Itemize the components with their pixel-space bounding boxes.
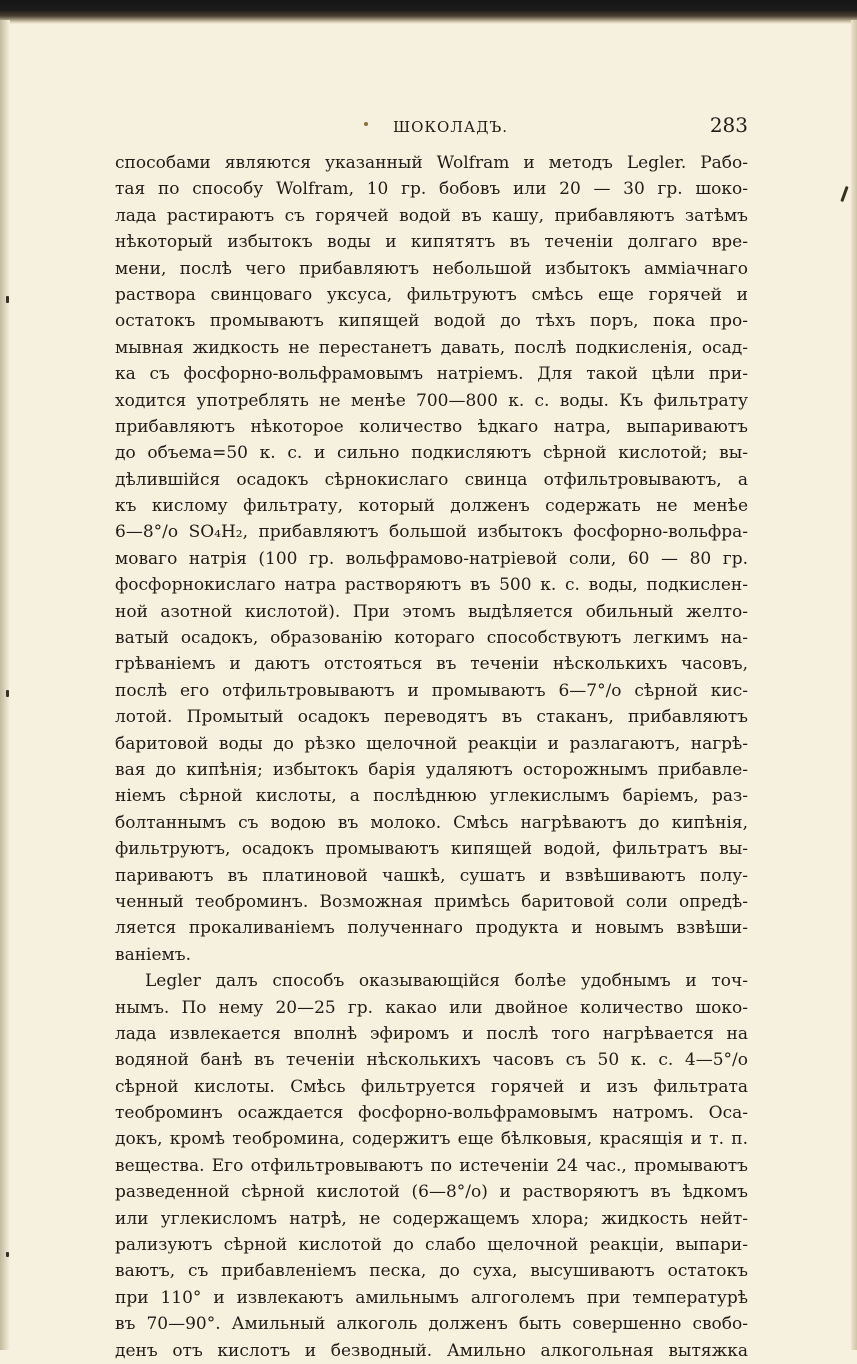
text-line: ной азотной кислотой). При этомъ выдѣляется обильный желто- <box>115 601 748 622</box>
margin-mark <box>6 296 9 303</box>
text-line: рализуютъ сѣрной кислотой до слабо щелочной реакціи, выпари- <box>115 1235 748 1256</box>
margin-mark <box>840 186 848 202</box>
text-line: лотой. Промытый осадокъ переводятъ въ стаканъ, прибавляютъ <box>115 707 748 728</box>
text-line: париваютъ въ платиновой чашкѣ, сушатъ и взвѣшиваютъ полу- <box>115 865 748 886</box>
text-line: болтаннымъ съ водою въ молоко. Смѣсь нагрѣваютъ до кипѣнія, <box>115 812 748 833</box>
text-line: докъ, кромѣ теобромина, содержитъ еще бѣлковыя, красящія и т. п. <box>115 1129 748 1150</box>
text-line: до объема=50 к. с. и сильно подкисляютъ сѣрной кислотой; вы- <box>115 443 748 464</box>
text-line: въ 70—90°. Амильный алкоголь долженъ быть совершенно свобо- <box>115 1314 748 1335</box>
text-line: ляется прокаливаніемъ полученнаго продукта и новымъ взвѣши- <box>115 918 748 939</box>
text-line: ваютъ, съ прибавленіемъ песка, до суха, высушиваютъ остатокъ <box>115 1261 748 1282</box>
text-line: при 110° и извлекаютъ амильнымъ алгоголемъ при температурѣ <box>115 1287 748 1308</box>
text-line: тая по способу Wolfram, 10 гр. бобовъ или 20 — 30 гр. шоко- <box>115 179 748 200</box>
text-line: баритовой воды до рѣзко щелочной реакціи и разлагаютъ, нагрѣ- <box>115 733 748 754</box>
text-line: ватый осадокъ, образованію котораго способствуютъ легкимъ на- <box>115 628 748 649</box>
text-line: способами являются указанный Wolfram и методъ Legler. Рабо- <box>115 153 748 173</box>
text-line: денъ отъ кислотъ и безводный. Амильно алкогольная вытяжка <box>115 1340 748 1361</box>
margin-mark <box>6 1252 9 1257</box>
page-number: 283 <box>709 113 748 137</box>
text-line: лада растираютъ съ горячей водой въ кашу, прибавляютъ затѣмъ <box>115 205 748 226</box>
page-right-edge <box>851 20 857 1350</box>
text-line: прибавляютъ нѣкоторое количество ѣдкаго натра, выпариваютъ <box>115 416 748 437</box>
text-line: нымъ. По нему 20—25 гр. какао или двойное количество шоко- <box>115 997 748 1018</box>
text-line: къ кислому фильтрату, который долженъ содержать не менѣе <box>115 496 748 517</box>
text-line: нѣкоторый избытокъ воды и кипятятъ въ теченіи долгаго вре- <box>115 232 748 253</box>
text-line: теоброминъ осаждается фосфорно-вольфрамовымъ натромъ. Оса- <box>115 1103 748 1124</box>
text-line: вещества. Его отфильтровываютъ по истеченіи 24 час., промываютъ <box>115 1155 748 1176</box>
text-line: мени, послѣ чего прибавляютъ небольшой избытокъ амміачнаго <box>115 258 748 279</box>
text-line: 6—8°/о SO₄H₂, прибавляютъ большой избытокъ фосфорно-вольфра- <box>115 522 748 543</box>
text-line: мывная жидкость не перестанетъ давать, послѣ подкисленія, осад- <box>115 337 748 358</box>
text-line: ніемъ сѣрной кислоты, а послѣднюю углекислымъ баріемъ, раз- <box>115 786 748 807</box>
text-line: вая до кипѣнія; избытокъ барія удаляютъ осторожнымъ прибавле- <box>115 759 748 780</box>
running-header <box>115 112 748 142</box>
page-gutter-shadow <box>0 20 10 1350</box>
body-text <box>115 150 748 1364</box>
text-line: послѣ его отфильтровываютъ и промываютъ 6—7°/о сѣрной кис- <box>115 680 748 701</box>
text-line: ка съ фосфорно-вольфрамовымъ натріемъ. Для такой цѣли при- <box>115 364 748 385</box>
header-ornament <box>364 122 368 126</box>
page-title: ШОКОЛАДЪ. <box>393 118 509 136</box>
text-line: ходится употреблять не менѣе 700—800 к. с. воды. Къ фильтрату <box>115 390 748 411</box>
text-line: ченный теоброминъ. Возможная примѣсь баритовой соли опредѣ- <box>115 891 748 912</box>
text-line: дѣлившійся осадокъ сѣрнокислаго свинца отфильтровываютъ, а <box>115 469 748 490</box>
text-line: разведенной сѣрной кислотой (6—8°/о) и растворяютъ въ ѣдкомъ <box>115 1182 748 1203</box>
text-line: водяной банѣ въ теченіи нѣсколькихъ часовъ съ 50 к. с. 4—5°/о <box>115 1050 748 1071</box>
text-line: остатокъ промываютъ кипящей водой до тѣхъ поръ, пока про- <box>115 311 748 332</box>
text-line: лада извлекается вполнѣ эфиромъ и послѣ того нагрѣвается на <box>115 1023 748 1044</box>
page-top-edge <box>0 0 857 24</box>
text-line: раствора свинцоваго уксуса, фильтруютъ смѣсь еще горячей и <box>115 284 748 305</box>
text-line: или углекисломъ натрѣ, не содержащемъ хлора; жидкость нейт- <box>115 1208 748 1229</box>
margin-mark <box>6 690 9 697</box>
text-line: фосфорнокислаго натра растворяютъ въ 500 к. с. воды, подкислен- <box>115 575 748 596</box>
text-line: грѣваніемъ и даютъ отстояться въ теченіи нѣсколькихъ часовъ, <box>115 654 748 675</box>
text-line: фильтруютъ, осадокъ промываютъ кипящей водой, фильтратъ вы- <box>115 839 748 860</box>
paragraph-end-line: ваніемъ. <box>115 944 191 965</box>
text-line: сѣрной кислоты. Смѣсь фильтруется горячей и изъ фильтрата <box>115 1076 748 1097</box>
text-line: моваго натрія (100 гр. вольфрамово-натріевой соли, 60 — 80 гр. <box>115 548 748 569</box>
paragraph-start-line: Legler далъ способъ оказывающійся болѣе удобнымъ и точ- <box>145 971 748 992</box>
